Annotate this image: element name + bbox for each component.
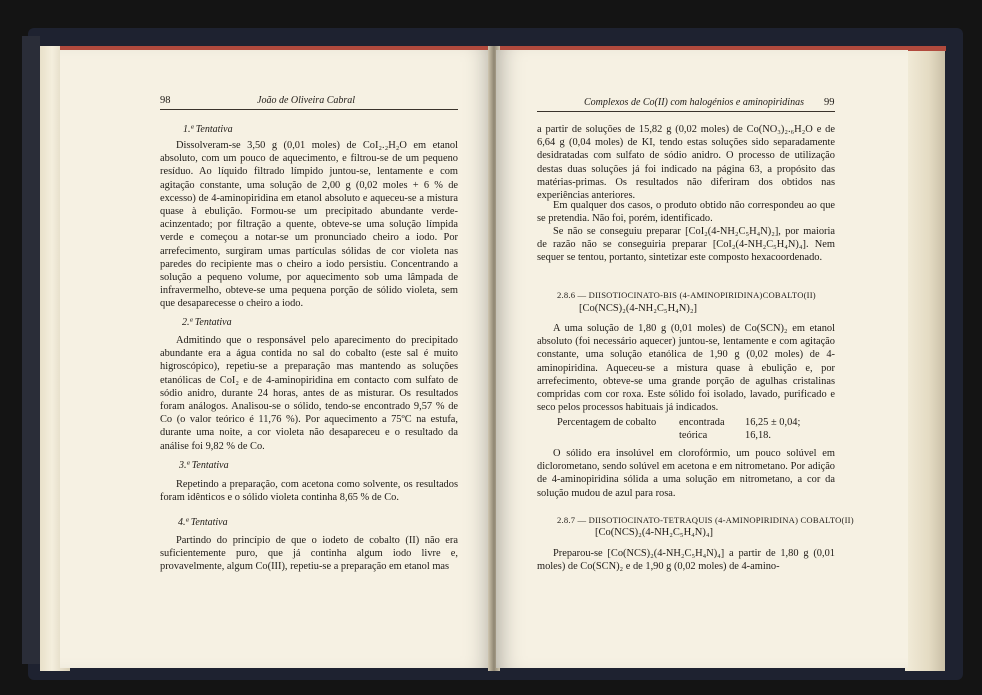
section-2-8-7-title: 2.8.7 — DIISOTIOCINATO-TETRAQUIS (4-AMINOPIRIDINA) COBALTO(II) — [557, 515, 854, 525]
right-running-head: Complexos de Co(II) com halogénios e aminopiridinas — [584, 97, 804, 108]
book-cover-edge — [22, 36, 40, 664]
table-row-teorica-key: teórica — [679, 430, 708, 441]
tentativa-1-heading: 1.ª Tentativa — [183, 124, 233, 135]
right-page-stack — [905, 46, 945, 671]
right-page-number: 99 — [824, 97, 835, 108]
section-2-8-7-formula: [Co(NCS)₂(4-NH₂C₅H₄N)₄] — [595, 527, 714, 538]
section-2-8-6-body-2: O sólido era insolúvel em clorofórmio, um pouco solúvel em diclorometano, sendo solúvel em acetona e em nitrometano. Por adição de 4-aminopiridina sólida a uma solução em nitrometano, a cor da solução mudou de azul para rosa. — [537, 448, 835, 499]
right-para-2: Em qualquer dos casos, o produto obtido não correspondeu ao que se pretendia. Não foi, porém, identificado. — [537, 200, 835, 225]
right-para-3: Se não se conseguiu preparar [CoI₂(4-NH₂C₅H₄N)₂], por maioria de razão não se conseguiria preparar [CoI₂(4-NH₂C₅H₄N)₄]. Nem sequer se tentou, portanto, sintetizar este composto hexacoordenado. — [537, 226, 835, 264]
section-2-8-6-body: A uma solução de 1,80 g (0,01 moles) de Co(SCN)₂ em etanol absoluto (foi necessário aquecer) juntou-se, lentamente e com agitação constante, uma solução etanólica de 1,90 g (0,02 moles) de 4-aminopiridina. Aqueceu-se a mistura quase à ebulição e, por arrefecimento, obteve-se uma grande porção de agulhas cristalinas compridas com cor roxa. Este sólido foi isolado, lavado, purificado e seco pelos processos habituais já indicados. — [537, 323, 835, 414]
table-row-encontrada-value: 16,25 ± 0,04; — [745, 417, 801, 428]
section-2-8-6-title: 2.8.6 — DIISOTIOCINATO-BIS (4-AMINOPIRIDINA)COBALTO(II) — [557, 290, 816, 300]
tentativa-1-body: Dissolveram-se 3,50 g (0,01 moles) de CoI₂.₂H₂O em etanol absoluto, com um pouco de aquecimento, e filtrou-se de um pequeno resíduo. Ao líquido filtrado límpido juntou-se, lentamente e com agitação constante, uma solução de 2,00 g (0,02 moles + 6 % de excesso) de 4-aminopiridina em etanol absoluto e aqueceu-se a mistura quase à ebulição. Formou-se um precipitado abundante verde-acinzentado; por filtração a quente, obteve-se uma solução límpida verde e começou a notar-se um pronunciado cheiro a iodo. Por arrefecimento, surgiram umas partículas sólidas de cor violeta nas paredes do recipiente mas o cheiro a iodo persistiu. Concentrando a solução a pequeno volume, por aquecimento sob uma lâmpada de infravermelho, obteve-se uma pequena porção de sólido violeta, sem que desaparecesse o cheiro a iodo. — [160, 140, 458, 310]
tentativa-2-body: Admitindo que o responsável pelo aparecimento do precipitado abundante era a água contida no sal do cobalto (este sal é muito higroscópico), repetiu-se a preparação mas mantendo as soluções etanólicas de CoI₂ e de 4-aminopiridina em contacto com sulfato de sódio anidro, durante 24 horas, antes de as misturar. Os resultados foram análogos. Analisou-se o sólido, tendo-se encontrado 9,57 % de Co (o valor teórico é 11,76 %). Por aquecimento a 75ºC na estufa, durante uma noite, a cor violeta não desapareceu e o resultado da análise foi 9,82 % de Co. — [160, 335, 458, 452]
left-page-number: 98 — [160, 95, 171, 106]
right-header-rule — [537, 111, 835, 112]
left-header-rule — [160, 109, 458, 110]
tentativa-3-heading: 3.ª Tentativa — [179, 460, 229, 471]
left-running-head: João de Oliveira Cabral — [257, 95, 356, 106]
table-label: Percentagem de cobalto — [557, 417, 657, 428]
tentativa-4-body: Partindo do princípio de que o iodeto de cobalto (II) não era suficientemente puro, que já continha algum iodo livre e, provavelmente, algum Co(III), repetiu-se a preparação em etanol mas — [160, 535, 458, 573]
tentativa-3-body: Repetindo a preparação, com acetona como solvente, os resultados foram idênticos e o sólido violeta continha 8,65 % de Co. — [160, 479, 458, 504]
right-page — [496, 50, 908, 668]
table-row-encontrada-key: encontrada — [679, 417, 725, 428]
table-row-teorica-value: 16,18. — [745, 430, 771, 441]
tentativa-4-heading: 4.ª Tentativa — [178, 517, 228, 528]
tentativa-2-heading: 2.ª Tentativa — [182, 317, 232, 328]
left-page — [60, 50, 492, 668]
section-2-8-7-body: Preparou-se [Co(NCS)₂(4-NH₂C₅H₄N)₄] a partir de 1,80 g (0,01 moles) de Co(SCN)₂ e de 1,90 g (0,02 moles) de 4-amino- — [537, 548, 835, 573]
cobalt-percentage-table — [557, 416, 837, 444]
right-para-1: a partir de soluções de 15,82 g (0,02 moles) de Co(NO₃)₂.₆H₂O e de 6,64 g (0,04 moles) de KI, tendo estas soluções sido separadamente desidratadas com sulfato de sódio anidro. O processo de utilização destas duas soluções já foi indicado na página 63, a propósito das matérias-primas. Os resultados não diferiram dos obtidos nas experiências anteriores. — [537, 124, 835, 202]
section-2-8-6-formula: [Co(NCS)₂(4-NH₂C₅H₄N)₂] — [579, 303, 698, 314]
